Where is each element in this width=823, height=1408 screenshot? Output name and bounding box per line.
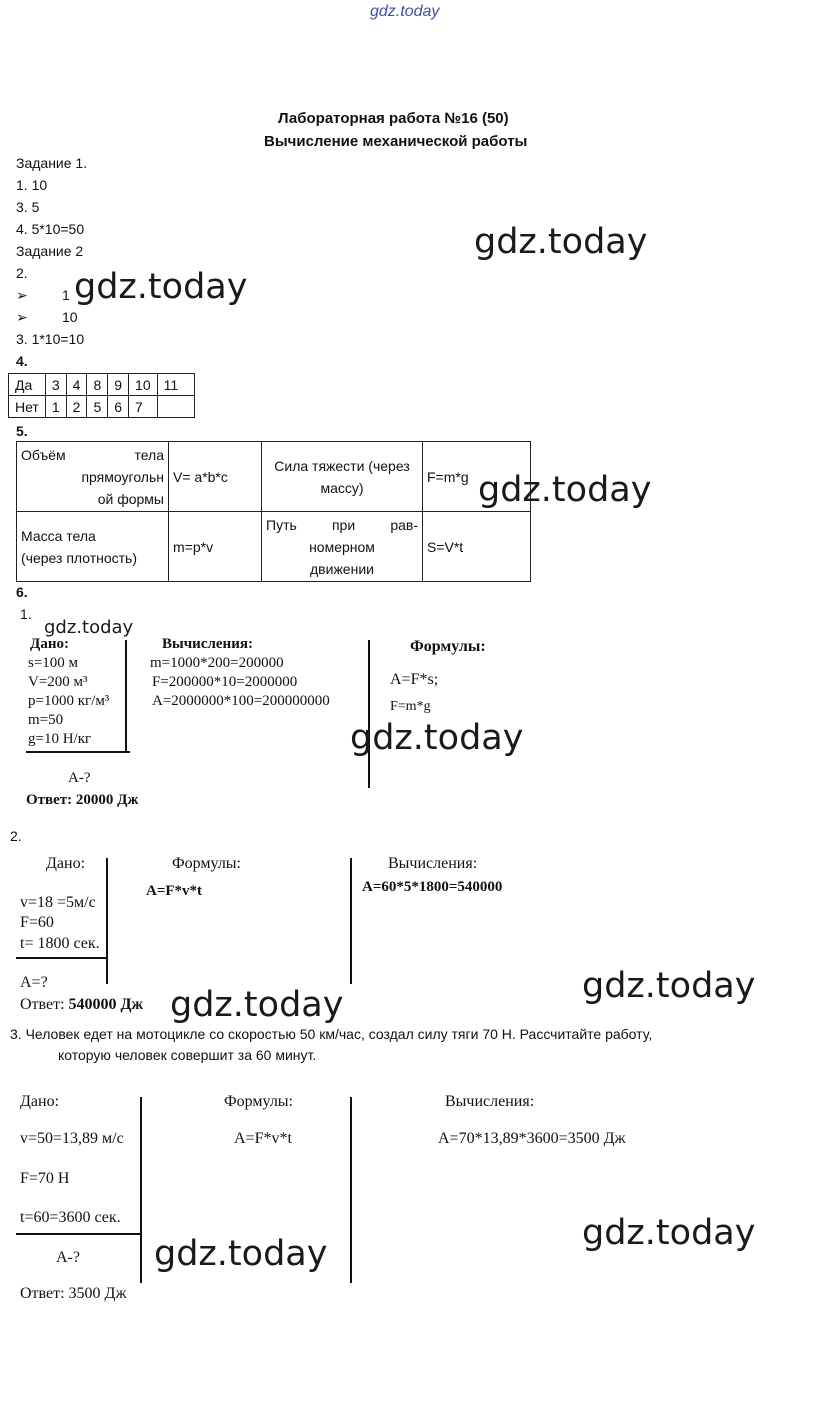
p2-calc: A=60*5*1800=540000 bbox=[362, 879, 503, 895]
table-cell: 6 bbox=[108, 396, 129, 418]
table-cell: V= a*b*c bbox=[169, 442, 262, 512]
p1-calc-line: F=200000*10=2000000 bbox=[152, 674, 298, 690]
p1-given-border bbox=[125, 640, 127, 752]
p2-given-border bbox=[106, 858, 108, 984]
task1-line: 4. 5*10=50 bbox=[16, 221, 85, 237]
arrow-bullet-icon: ➢ bbox=[16, 287, 28, 303]
task2-number: 2. bbox=[16, 265, 28, 281]
p1-find: A-? bbox=[68, 770, 91, 786]
table-row bbox=[9, 396, 195, 418]
table-cell: 10 bbox=[129, 374, 158, 396]
watermark-text: gdz.today bbox=[478, 470, 652, 510]
watermark-text: gdz.today bbox=[170, 985, 344, 1025]
watermark-text: gdz.today bbox=[350, 718, 524, 758]
p1-given-line: g=10 Н/кг bbox=[28, 731, 92, 747]
table-row bbox=[9, 374, 195, 396]
p3-calc-border bbox=[350, 1097, 352, 1283]
p3-answer: Ответ: 3500 Дж bbox=[20, 1285, 127, 1302]
table-cell: 1 bbox=[45, 396, 66, 418]
watermark-text: gdz.today bbox=[582, 966, 756, 1006]
p1-given-line: V=200 м³ bbox=[28, 674, 88, 690]
section4-label: 4. bbox=[16, 353, 28, 369]
p1-calc-line: A=2000000*100=200000000 bbox=[152, 693, 330, 709]
p3-given-line: v=50=13,89 м/с bbox=[20, 1130, 124, 1147]
task2-line: 3. 1*10=10 bbox=[16, 331, 85, 347]
task2-bullet: ➢ 10 bbox=[16, 309, 78, 325]
p2-answer: Ответ: 540000 Дж bbox=[20, 996, 144, 1013]
p1-given-title: Дано: bbox=[30, 636, 69, 652]
table-cell: Масса тела (через плотность) bbox=[17, 512, 169, 582]
table-cell: 11 bbox=[157, 374, 194, 396]
table-cell: 2 bbox=[66, 396, 87, 418]
watermark-text: gdz.today bbox=[74, 267, 248, 307]
p3-given-divider bbox=[16, 1233, 142, 1235]
p1-calc-title: Вычисления: bbox=[162, 636, 253, 652]
table-cell: Путь при рав- номерном движении bbox=[262, 512, 423, 582]
section6-label: 6. bbox=[16, 584, 28, 600]
table-cell: Объём тела прямоугольн ой формы bbox=[17, 442, 169, 512]
p1-formula-line: F=m*g bbox=[390, 699, 431, 714]
p3-statement: которую человек совершит за 60 минут. bbox=[58, 1047, 317, 1063]
table-cell: 3 bbox=[45, 374, 66, 396]
p1-formula-title: Формулы: bbox=[410, 638, 486, 655]
p1-calc-border bbox=[368, 640, 370, 788]
table-cell: S=V*t bbox=[423, 512, 531, 582]
problem2-number: 2. bbox=[10, 828, 22, 844]
table-row bbox=[17, 512, 531, 582]
p2-given-line: v=18 =5м/с bbox=[20, 894, 96, 911]
p3-formula-title: Формулы: bbox=[224, 1093, 293, 1110]
page-title: Лабораторная работа №16 (50) bbox=[278, 110, 509, 127]
p2-calc-border bbox=[350, 858, 352, 984]
task1-line: 1. 10 bbox=[16, 177, 48, 193]
arrow-bullet-icon: ➢ bbox=[16, 309, 28, 325]
task1-line: 3. 5 bbox=[16, 199, 40, 215]
table-cell: 8 bbox=[87, 374, 108, 396]
table-cell: Нет bbox=[9, 396, 46, 418]
p2-given-line: t= 1800 сек. bbox=[20, 935, 100, 952]
p1-given-divider bbox=[26, 751, 130, 753]
p3-formula: A=F*v*t bbox=[234, 1130, 292, 1147]
table-cell: F=m*g bbox=[423, 442, 531, 512]
top-watermark: gdz.today bbox=[370, 3, 440, 20]
p3-given-line: t=60=3600 сек. bbox=[20, 1209, 121, 1226]
p1-given-line: m=50 bbox=[28, 712, 64, 728]
table-cell bbox=[157, 396, 194, 418]
formula-table bbox=[16, 441, 531, 582]
section5-label: 5. bbox=[16, 423, 28, 439]
table-row bbox=[17, 442, 531, 512]
problem1-number: 1. bbox=[20, 606, 32, 622]
p3-given-line: F=70 Н bbox=[20, 1170, 70, 1187]
task2-bullet: ➢ 1 bbox=[16, 287, 70, 303]
p3-find: A-? bbox=[56, 1249, 80, 1266]
table-cell: Да bbox=[9, 374, 46, 396]
watermark-text: gdz.today bbox=[154, 1234, 328, 1274]
task1-label: Задание 1. bbox=[16, 155, 88, 171]
p2-given-title: Дано: bbox=[46, 855, 86, 872]
p2-given-line: F=60 bbox=[20, 914, 54, 931]
task2-label: Задание 2 bbox=[16, 243, 84, 259]
table-cell: 9 bbox=[108, 374, 129, 396]
page-subtitle: Вычисление механической работы bbox=[264, 133, 528, 150]
watermark-text: gdz.today bbox=[474, 222, 648, 262]
p2-calc-title: Вычисления: bbox=[388, 855, 478, 872]
table-cell: Сила тяжести (через массу) bbox=[262, 442, 423, 512]
p3-given-title: Дано: bbox=[20, 1093, 60, 1110]
p3-calc-title: Вычисления: bbox=[445, 1093, 535, 1110]
p2-given-divider bbox=[16, 957, 108, 959]
table-cell: 4 bbox=[66, 374, 87, 396]
p1-answer: Ответ: 20000 Дж bbox=[26, 792, 139, 808]
p3-calc: A=70*13,89*3600=3500 Дж bbox=[438, 1130, 626, 1147]
table-cell: 7 bbox=[129, 396, 158, 418]
p1-given-line: p=1000 кг/м³ bbox=[28, 693, 110, 709]
p2-formula-title: Формулы: bbox=[172, 855, 241, 872]
p1-calc-line: m=1000*200=200000 bbox=[150, 655, 284, 671]
p1-formula-line: A=F*s; bbox=[390, 671, 439, 688]
p2-find: A=? bbox=[20, 974, 48, 991]
table-cell: m=p*v bbox=[169, 512, 262, 582]
p2-formula: A=F*v*t bbox=[146, 883, 203, 899]
p1-given-line: s=100 м bbox=[28, 655, 79, 671]
watermark-text: gdz.today bbox=[582, 1213, 756, 1253]
yes-no-table bbox=[8, 373, 195, 418]
watermark-text: gdz.today bbox=[44, 617, 134, 638]
p3-statement: 3. Человек едет на мотоцикле со скоростью 50 км/час, создал силу тяги 70 Н. Рассчитайте работу, bbox=[10, 1026, 653, 1042]
table-cell: 5 bbox=[87, 396, 108, 418]
p3-given-border bbox=[140, 1097, 142, 1283]
